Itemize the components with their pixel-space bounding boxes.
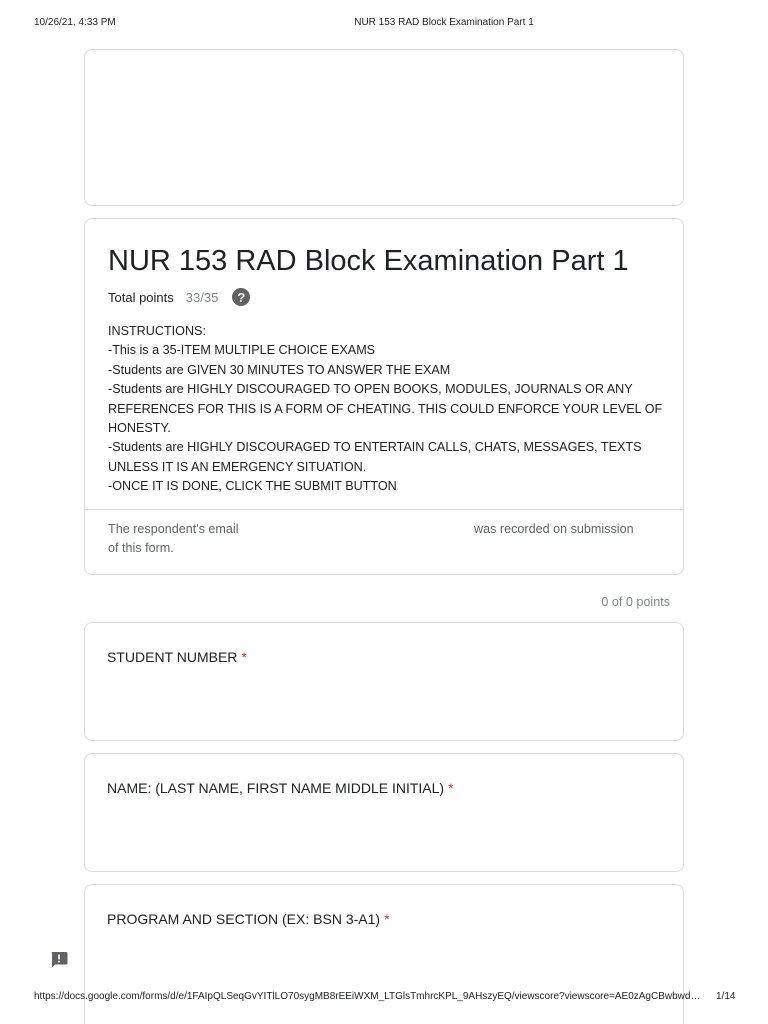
question-title (107, 780, 454, 796)
email-note-left: The respondent's email (108, 522, 239, 536)
question-card-student-number (84, 622, 684, 741)
instruction-line: -ONCE IT IS DONE, CLICK THE SUBMIT BUTTON (108, 479, 397, 494)
email-note-end: of this form. (108, 541, 174, 556)
header-divider (85, 509, 683, 510)
email-note-right: was recorded on submission (474, 522, 634, 536)
header-banner (84, 49, 684, 206)
print-footer (0, 991, 768, 1005)
print-page-number: 1/14 (716, 991, 736, 1002)
print-page-title: NUR 153 RAD Block Examination Part 1 (354, 17, 534, 28)
instruction-line: -Students are HIGHLY DISCOURAGED TO OPEN BOOKS, MODULES, JOURNALS OR ANY REFERENCES FOR THIS IS A FORM OF CHEATING. THIS COULD ENFORCE YOUR LEVEL OF HONESTY. (108, 382, 663, 436)
form-header-card (84, 218, 684, 575)
question-title-text: STUDENT NUMBER (107, 649, 238, 665)
question-title (107, 649, 247, 665)
print-url: https://docs.google.com/forms/d/e/1FAIpQLSeqGvYITlLO70sygMB8rEEiWXM_LTGlsTmhrcKPL_9AHszyEQ/viewscore?viewscore=AE0zAgCBwbwd… (34, 991, 701, 1002)
question-card-name (84, 753, 684, 872)
print-datetime: 10/26/21, 4:33 PM (34, 17, 116, 28)
section-points: 0 of 0 points (601, 595, 670, 609)
total-points-score: 33/35 (185, 289, 219, 305)
instruction-line: -This is a 35-ITEM MULTIPLE CHOICE EXAMS (108, 343, 376, 358)
instruction-line: -Students are HIGHLY DISCOURAGED TO ENTERTAIN CALLS, CHATS, MESSAGES, TEXTS UNLESS IT IS AN EMERGENCY SITUATION. (108, 440, 642, 474)
required-asterisk: * (384, 911, 390, 927)
required-asterisk: * (448, 780, 454, 796)
header-accent (85, 219, 683, 229)
email-recorded-note (108, 520, 668, 559)
total-points-label: Total points (108, 289, 174, 305)
form-title: NUR 153 RAD Block Examination Part 1 (108, 245, 629, 277)
print-header (0, 17, 768, 31)
question-title (107, 911, 390, 927)
required-asterisk: * (241, 649, 247, 665)
total-points-row (108, 287, 250, 307)
help-circle-icon[interactable]: ? (232, 288, 250, 306)
question-title-text: PROGRAM AND SECTION (EX: BSN 3-A1) (107, 911, 381, 927)
instruction-line: INSTRUCTIONS: (108, 324, 206, 338)
feedback-icon[interactable] (49, 950, 69, 970)
form-instructions (108, 322, 668, 497)
instruction-line: -Students are GIVEN 30 MINUTES TO ANSWER THE EXAM (108, 362, 451, 377)
question-title-text: NAME: (LAST NAME, FIRST NAME MIDDLE INITIAL) (107, 780, 445, 796)
